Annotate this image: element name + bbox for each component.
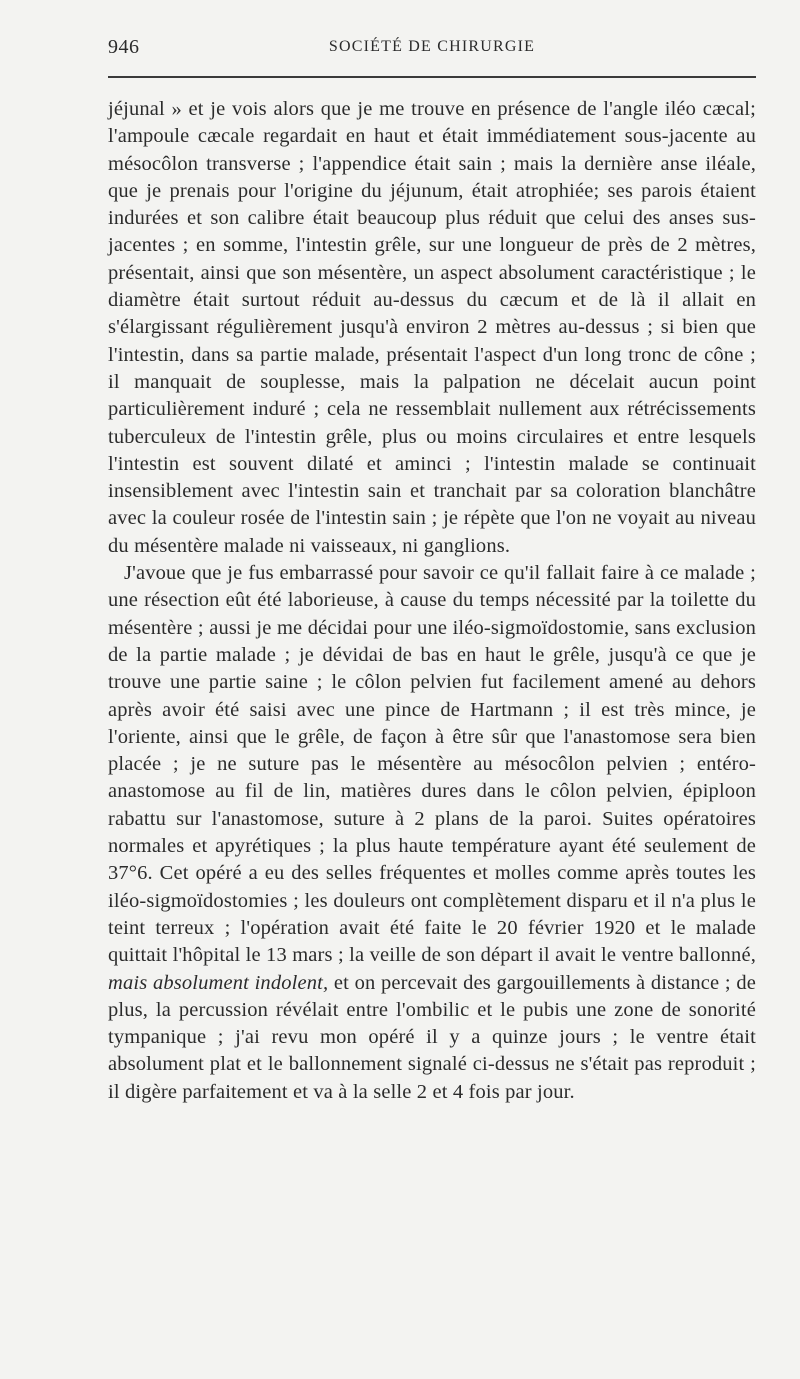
paragraph-2-text-start: J'avoue que je fus embarrassé pour savoir ce qu'il fallait faire à ce malade ; une résection eût été laborieuse, à cause du temps nécessité par la toilette du mésentère ; aussi je me décidai pour une iléo-sigmoïdostomie, sans exclusion de la partie malade ; je dévidai de bas en haut le grêle, jusqu'à ce que je trouve une partie saine ; le côlon pelvien fut facilement amené au dehors après avoir été saisi avec une pince de Hartmann ; il est très mince, je l'oriente, ainsi que le grêle, de façon à être sûr que l'anastomose sera bien placée ; je ne suture pas le mésentère au mésocôlon pelvien ; entéro-anastomose au fil de lin, matières dures dans le côlon pelvien, épiploon rabattu sur l'anastomose, suture à 2 plans de la paroi. Suites opératoires normales et apyrétiques ; la plus haute température ayant été seulement de 37°6. Cet opéré a eu des selles fréquentes et molles comme après toutes les iléo-sigmoïdostomies ; les douleurs ont complètement disparu et il n'a plus le teint terreux ; l'opération avait été faite le 20 février 1920 et le malade quittait l'hôpital le 13 mars ; la veille de son départ il avait le ventre ballonné, [108,562,756,967]
paragraph-2-text-end: et on percevait des gargouillements à distance ; de plus, la percussion révélait entre l'ombilic et le pubis une zone de sonorité tympanique ; j'ai revu mon opéré il y a quinze jours ; le ventre était absolument plat et le ballonnement signalé ci-dessus ne s'était pas reproduit ; il digère parfaitement et va à la selle 2 et 4 fois par jour. [108,971,757,1103]
paragraph-2-italic-phrase: mais absolument indolent, [108,971,329,994]
paragraph-1: jéjunal » et je vois alors que je me trouve en présence de l'angle iléo cæcal; l'ampoule cæcale regardait en haut et était immédiatement sous-jacente au mésocôlon transverse ; l'appendice était sain ; mais la dernière anse iléale, que je prenais pour l'origine du jéjunum, était atrophiée; ses parois étaient indurées et son calibre était beaucoup plus réduit que celui des anses sus-jacentes ; en somme, l'intestin grêle, sur une longueur de près de 2 mètres, présentait, ainsi que son mésentère, un aspect absolument caractéristique ; le diamètre était surtout réduit au-dessus du cæcum et de là il allait en s'élargissant régulièrement jusqu'à environ 2 mètres au-dessus ; si bien que l'intestin, dans sa partie malade, présentait l'aspect d'un long tronc de cône ; il manquait de souplesse, mais la palpation ne décelait aucun point particulièrement induré ; cela ne ressemblait nullement aux rétrécissements tuberculeux de l'intestin grêle, plus ou moins circulaires et entre lesquels l'intestin est souvent dilaté et aminci ; l'intestin malade se continuait insensiblement avec l'intestin sain et tranchait par sa coloration blanchâtre avec la couleur rosée de l'intestin sain ; je répète que l'on ne voyait au niveau du mésentère malade ni vaisseaux, ni ganglions. [108,98,756,557]
page-number: 946 [108,36,140,58]
running-head [108,36,756,60]
paragraph-2 [108,560,756,1106]
journal-title: SOCIÉTÉ DE CHIRURGIE [328,38,536,55]
article-body [108,96,756,1106]
header-rule [108,76,756,78]
